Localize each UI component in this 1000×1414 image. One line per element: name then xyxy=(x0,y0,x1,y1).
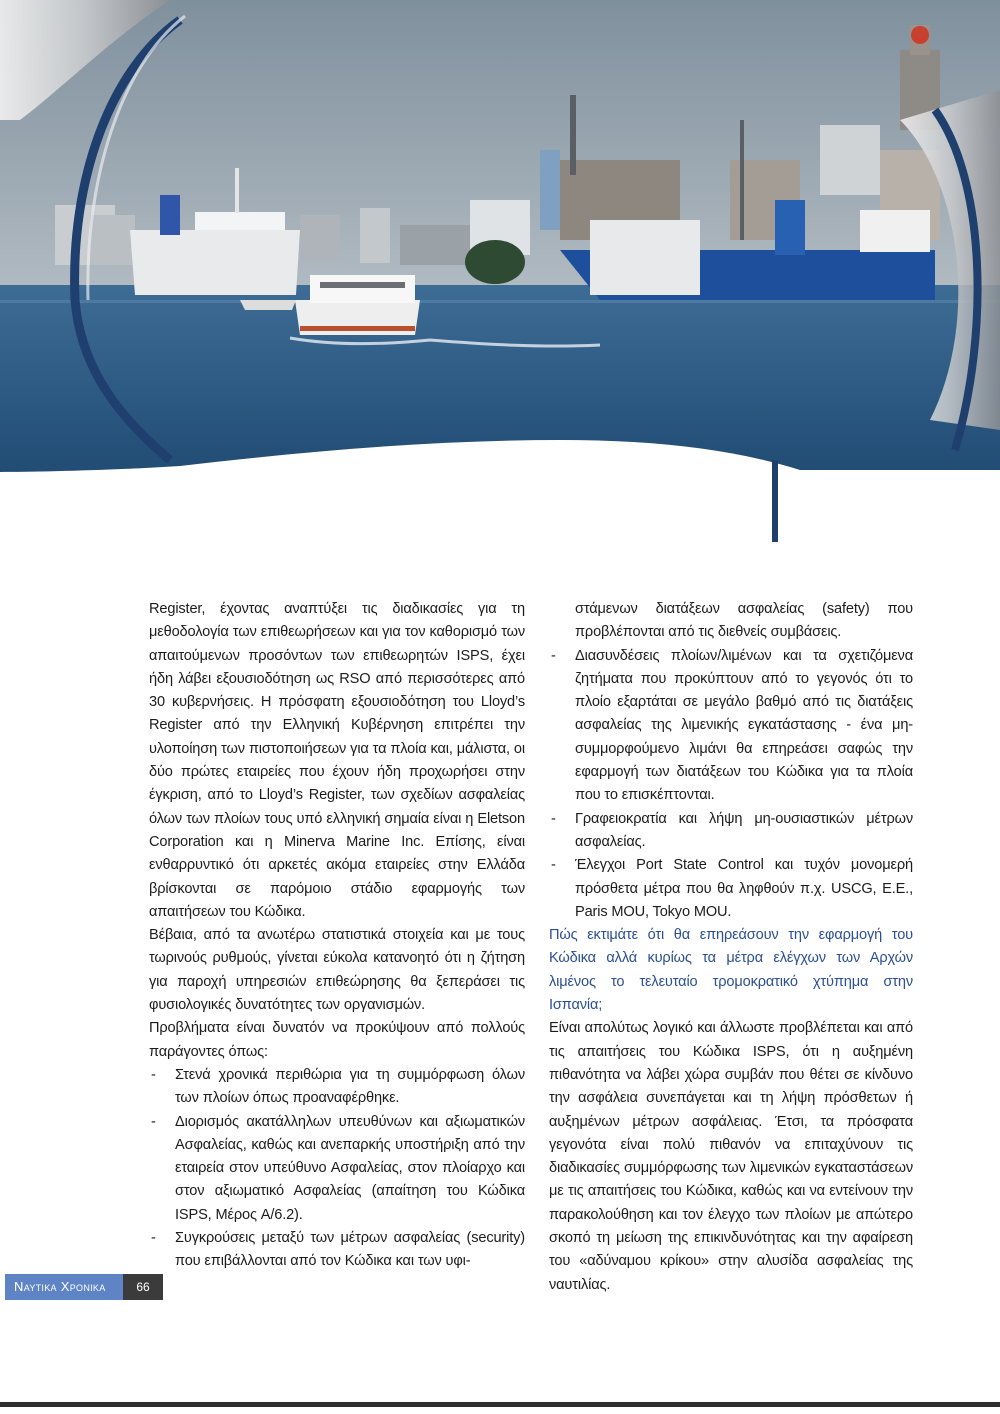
left-bullet-list xyxy=(149,1064,525,1274)
bullet-text: Στενά χρονικά περιθώρια για τη συμμόρφωση όλων των πλοίων όπως προαναφέρθηκε. xyxy=(175,1066,525,1107)
dash-icon: - xyxy=(151,1113,156,1130)
harbor-photo xyxy=(0,0,1000,560)
list-item xyxy=(549,854,913,924)
bullet-text: Έλεγχοι Port State Control και τυχόν μονομερή πρόσθετα μέτρα που θα ληφθούν π.χ. USCG, E.E., Paris MOU, Tokyo MOU. xyxy=(575,857,913,920)
bullet-text: Διορισμός ακατάλληλων υπευθύνων και αξιωματικών Ασφαλείας, καθώς και ανεπαρκής υποστήριξη από την εταιρεία στον υπεύθυνο Ασφαλείας, στον πλοίαρχο και στον αξιωματικό Ασφαλείας (απαίτηση του Κώδικα ISPS, Μέρος A/6.2). xyxy=(175,1113,525,1223)
dash-icon: - xyxy=(151,1230,156,1247)
page-number: 66 xyxy=(123,1274,163,1300)
left-paragraph-2: Βέβαια, από τα ανωτέρω στατιστικά στοιχεία και με τους τωρινούς ρυθμούς, γίνεται εύκολα κατανοητό ότι η ζήτηση για παροχή υπηρεσιών επιθεώρησης θα ξεπεράσει τις φυσιολογικές δυνατότητες των οργανισμών. xyxy=(149,927,525,1014)
list-item xyxy=(149,1111,525,1227)
left-column xyxy=(149,598,525,1274)
dash-icon: - xyxy=(551,810,556,827)
bullet-text: Διασυνδέσεις πλοίων/λιμένων και τα σχετιζόμενα ζητήματα που προκύπτουν από το γεγονός ότι το πλοίο εξαρτάται σε μεγάλο βαθμό από τις διατάξεις ασφαλείας της λιμενικής εγκατάστασης - ένα μη-συμμορφούμενο λιμάνι θα επηρεάσει σαφώς την εφαρμογή των διατάξεων του Κώδικα για τα πλοία που το επισκέπτονται. xyxy=(575,647,913,804)
list-item xyxy=(549,808,913,855)
left-paragraph-3: Προβλήματα είναι δυνατόν να προκύψουν από πολλούς παράγοντες όπως: xyxy=(149,1020,525,1060)
list-item xyxy=(149,1064,525,1111)
right-bullet-list xyxy=(549,645,913,925)
bullet-text: Συγκρούσεις μεταξύ των μέτρων ασφαλείας (security) που επιβάλλονται από τον Κώδικα και των υφι- xyxy=(175,1230,525,1270)
bottom-divider xyxy=(0,1402,1000,1407)
bullet-text: Γραφειοκρατία και λήψη μη-ουσιαστικών μέτρων ασφαλείας. xyxy=(575,810,913,850)
interview-question: Πώς εκτιμάτε ότι θα επηρεάσουν την εφαρμογή του Κώδικα αλλά κυρίως τα μέτρα ελέγχων των Αρχών λιμένος το τελευταίο τρομοκρατικό χτύπημα στην Ισπανία; xyxy=(549,927,913,1014)
magazine-name: Ναυτικα Χρονικα xyxy=(5,1274,123,1300)
list-item xyxy=(149,1227,525,1274)
dash-icon: - xyxy=(551,857,556,874)
bullet-continuation: στάμενων διατάξεων ασφαλείας (safety) που προβλέπονται από τις διεθνείς συμβάσεις. xyxy=(575,601,913,641)
dash-icon: - xyxy=(551,647,556,664)
dash-icon: - xyxy=(151,1066,156,1083)
left-paragraph-1: Register, έχοντας αναπτύξει τις διαδικασίες για τη μεθοδολογία των επιθεωρήσεων και για τον καθορισμό των απαιτούμενων προσόντων των επιθεωρητών ISPS, έχει ήδη λάβει εξουσιοδότηση ως RSO από περισσότερες από 30 κυβερνήσεις. Η πρόσφατη εξουσιοδότηση του Lloyd’s Register από την Ελληνική Κυβέρνηση επιτρέπει την υλοποίηση των πιστοποιήσεων για τα πλοία και, μάλιστα, οι δύο πρώτες εταιρείες που έχουν ήδη προχωρήσει στην έγκριση, από το Lloyd’s Register, των σχεδίων ασφαλείας όλων των πλοίων τους υπό ελληνική σημαία είναι η Eletson Corporation και η Minerva Marine Inc. Επίσης, είναι ενθαρρυντικό ότι αρκετές ακόμα εταιρείες στην Ελλάδα βρίσκονται σε παρόμοιο στάδιο εφαρμογής των απαιτήσεων του Κώδικα. xyxy=(149,601,525,920)
interview-answer: Είναι απολύτως λογικό και άλλωστε προβλέπεται και από τις απαιτήσεις του Κώδικα ISPS, ότι η αυξημένη πιθανότητα να λάβει χώρα συμβάν που θέτει σε κίνδυνο την ασφάλεια συνεπάγεται και τη λήψη πρόσθετων ή αυξημένων μέτρων ασφάλειας. Έτσι, τα πρόσφατα γεγονότα είναι πολύ πιθανόν να επιταχύνουν τις διαδικασίες συμμόρφωσης των λιμενικών εγκαταστάσεων με τις απαιτήσεις του Κώδικα, καθώς και να εντείνουν την παρακολούθηση και τον έλεγχο των πλοίων με απώτερο σκοπό τη μείωση της επικινδυνότητας και την αφαίρεση του «αδύναμου κρίκου» στην αλυσίδα ασφαλείας της ναυτιλίας. xyxy=(549,1020,913,1293)
right-column xyxy=(549,598,913,1297)
list-item xyxy=(549,645,913,808)
